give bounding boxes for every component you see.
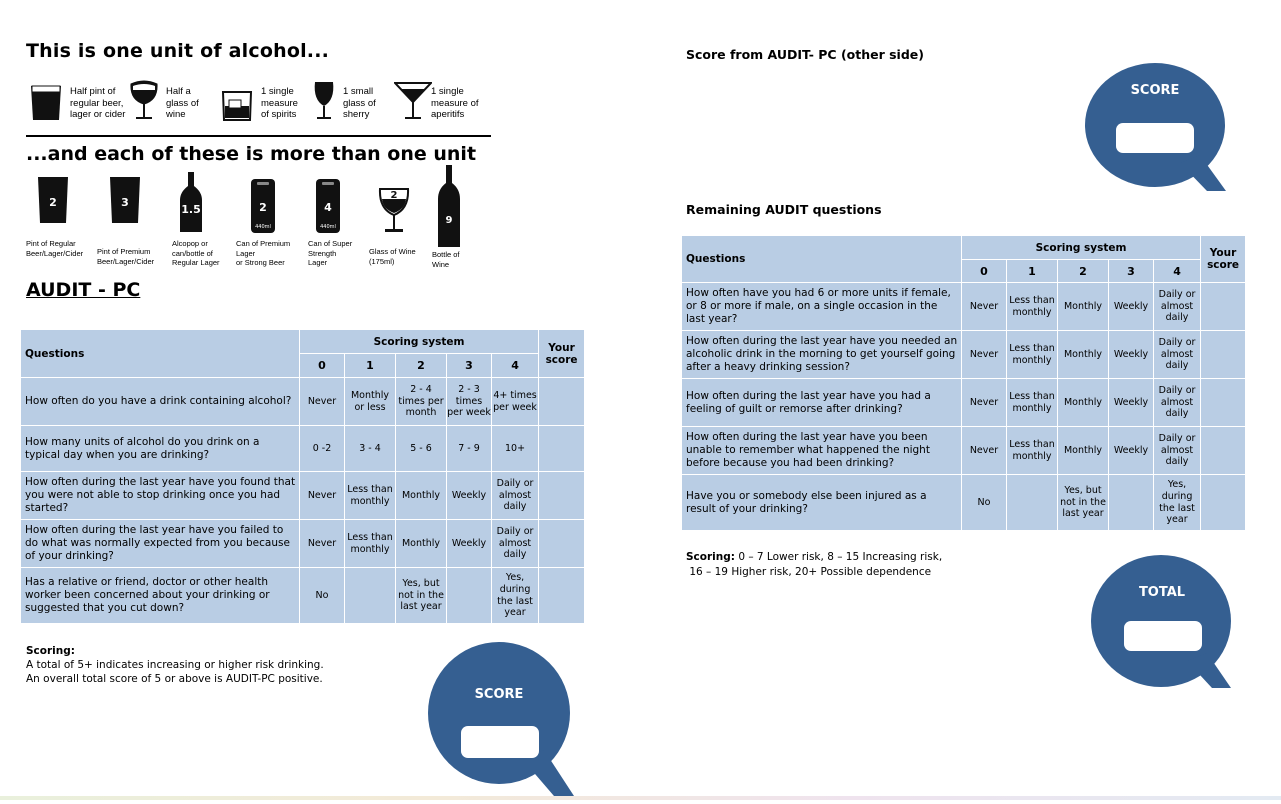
question-row — [21, 472, 585, 520]
pint-glass-icon — [36, 175, 70, 225]
cocktail-glass-icon — [394, 80, 432, 122]
questions-header: Questions — [682, 236, 962, 283]
unit-label: 1 small glass of sherry — [343, 86, 376, 120]
unit-label: 1 single measure of spirits — [261, 86, 298, 120]
question-text: How often during the last year have you found that you were not able to stop drinking once you had started? — [21, 472, 300, 520]
score-bubble — [428, 642, 578, 800]
page-footer-strip — [0, 796, 1281, 800]
score-col-4: 4 — [492, 354, 539, 378]
score-col-4: 4 — [1154, 260, 1201, 283]
answer-option-2[interactable]: Yes, but not in the last year — [396, 568, 447, 624]
svg-text:2: 2 — [259, 201, 267, 214]
question-text: How often have you had 6 or more units if female, or 8 or more if male, on a single occasion in the last year? — [682, 283, 962, 331]
unit-item-wine — [128, 80, 218, 124]
answer-option-0[interactable]: Never — [962, 331, 1007, 379]
single-unit-row — [28, 80, 508, 124]
your-score-cell[interactable] — [539, 568, 585, 624]
multi-item-premium-pint — [95, 175, 173, 270]
question-row — [21, 520, 585, 568]
unit-label: Half a glass of wine — [166, 86, 199, 120]
unit-label: 1 single measure of aperitifs — [431, 86, 479, 120]
scoring-line: 16 – 19 Higher risk, 20+ Possible dependence — [689, 566, 932, 578]
question-text: How often during the last year have you needed an alcoholic drink in the morning to get yourself going after a heavy drinking session? — [682, 331, 962, 379]
question-row — [682, 379, 1246, 427]
scoring-label: Scoring: — [686, 551, 735, 563]
pint-glass-icon — [28, 80, 64, 122]
your-score-cell[interactable] — [1201, 427, 1246, 475]
answer-option-0[interactable]: 0 -2 — [300, 426, 345, 472]
answer-option-2[interactable]: Monthly — [1058, 283, 1109, 331]
svg-text:440ml: 440ml — [320, 224, 336, 230]
spirits-glass-icon — [221, 80, 253, 122]
svg-text:1.5: 1.5 — [181, 203, 201, 216]
your-score-cell[interactable] — [1201, 379, 1246, 427]
total-box[interactable] — [1124, 621, 1202, 651]
answer-option-4[interactable]: Daily or almost daily — [1154, 331, 1201, 379]
total-bubble-label: TOTAL — [1138, 585, 1186, 600]
question-text: How often during the last year have you had a feeling of guilt or remorse after drinking? — [682, 379, 962, 427]
multi-item-label: Can of Super Strength Lager — [308, 239, 353, 267]
answer-option-1[interactable] — [345, 568, 396, 624]
svg-text:2: 2 — [390, 190, 398, 201]
total-bubble — [1091, 555, 1241, 690]
question-row — [682, 427, 1246, 475]
multi-item-label: Glass of Wine (175ml) — [369, 247, 416, 266]
question-text: How often during the last year have you failed to do what was normally expected from you because of your drinking? — [21, 520, 300, 568]
score-col-1: 1 — [345, 354, 396, 378]
beer-can-icon — [249, 179, 277, 233]
score-col-3: 3 — [1109, 260, 1154, 283]
answer-option-0[interactable]: No — [300, 568, 345, 624]
sherry-glass-icon — [311, 80, 337, 122]
answer-option-1[interactable]: Less than monthly — [1007, 379, 1058, 427]
answer-option-0[interactable]: Never — [300, 520, 345, 568]
your-score-cell[interactable] — [1201, 283, 1246, 331]
answer-option-3[interactable]: 7 - 9 — [447, 426, 492, 472]
unit-item-aperitif — [394, 80, 514, 124]
question-text: Have you or somebody else been injured as a result of your drinking? — [682, 475, 962, 531]
answer-option-4[interactable]: Daily or almost daily — [492, 472, 539, 520]
alcopop-bottle-icon — [178, 172, 204, 234]
answer-option-3[interactable]: Weekly — [1109, 331, 1154, 379]
your-score-cell[interactable] — [1201, 331, 1246, 379]
answer-option-0[interactable]: Never — [962, 427, 1007, 475]
answer-option-2[interactable]: 2 - 4 times per month — [396, 378, 447, 426]
multi-item-label: Pint of Regular Beer/Lager/Cider — [26, 239, 84, 258]
answer-option-2[interactable]: Yes, but not in the last year — [1058, 475, 1109, 531]
pint-glass-icon — [108, 175, 142, 225]
multi-item-premium-can — [234, 175, 312, 270]
answer-option-3[interactable]: Weekly — [1109, 427, 1154, 475]
score-box[interactable] — [461, 726, 539, 758]
answer-option-3[interactable]: Weekly — [1109, 379, 1154, 427]
score-box[interactable] — [1116, 123, 1194, 153]
unit-item-sherry — [311, 80, 401, 124]
multi-item-label: Pint of Premium Beer/Lager/Cider — [97, 247, 155, 266]
your-score-header: Your score — [539, 330, 585, 378]
multi-item-wine-bottle — [430, 175, 508, 270]
answer-option-4[interactable]: Yes, during the last year — [1154, 475, 1201, 531]
scoring-line: A total of 5+ indicates increasing or higher risk drinking. — [26, 658, 324, 671]
speech-bubble-icon — [428, 642, 578, 800]
your-score-cell[interactable] — [1201, 475, 1246, 531]
answer-option-4[interactable]: 10+ — [492, 426, 539, 472]
unit-item-beer — [28, 80, 138, 124]
wine-glass-icon — [377, 187, 411, 237]
score-from-label: Score from AUDIT- PC (other side) — [686, 47, 924, 62]
multi-unit-title: ...and each of these is more than one unit — [26, 143, 477, 165]
answer-option-3[interactable]: 2 - 3 times per week — [447, 378, 492, 426]
multi-item-regular-pint — [26, 175, 104, 270]
audit-pc-title: AUDIT - PC — [26, 279, 141, 301]
your-score-header: Your score — [1201, 236, 1246, 283]
unit-label: Half pint of regular beer, lager or cider — [70, 86, 126, 120]
score-bubble-label: SCORE — [474, 687, 524, 702]
audit-pc-scoring-note — [26, 645, 324, 686]
answer-option-1[interactable]: Less than monthly — [345, 472, 396, 520]
score-col-2: 2 — [1058, 260, 1109, 283]
answer-option-0[interactable]: Never — [962, 379, 1007, 427]
questions-header: Questions — [21, 330, 300, 378]
svg-text:3: 3 — [121, 196, 129, 209]
scoring-label: Scoring: — [26, 645, 75, 657]
answer-option-1[interactable]: Less than monthly — [1007, 331, 1058, 379]
answer-option-3[interactable]: Weekly — [447, 472, 492, 520]
remaining-title: Remaining AUDIT questions — [686, 202, 882, 217]
answer-option-2[interactable]: Monthly — [396, 472, 447, 520]
unit-item-spirits — [221, 80, 321, 124]
answer-option-3[interactable] — [447, 568, 492, 624]
score-col-0: 0 — [962, 260, 1007, 283]
question-row — [21, 568, 585, 624]
your-score-cell[interactable] — [539, 378, 585, 426]
answer-option-4[interactable]: Daily or almost daily — [1154, 427, 1201, 475]
scoring-system-header: Scoring system — [962, 236, 1201, 260]
divider — [26, 135, 491, 137]
answer-option-3[interactable]: Weekly — [1109, 283, 1154, 331]
multi-item-label: Can of Premium Lager or Strong Beer — [236, 239, 291, 267]
your-score-cell[interactable] — [539, 426, 585, 472]
wine-bottle-icon — [436, 165, 462, 247]
audit-scoring-note — [686, 550, 942, 580]
svg-text:4: 4 — [324, 201, 332, 214]
svg-text:2: 2 — [49, 196, 57, 209]
answer-option-3[interactable] — [1109, 475, 1154, 531]
question-text: How often do you have a drink containing alcohol? — [21, 378, 300, 426]
question-row — [682, 283, 1246, 331]
audit-pc-table — [20, 329, 585, 624]
answer-option-1[interactable]: Monthly or less — [345, 378, 396, 426]
audit-remaining-table — [681, 235, 1246, 531]
question-row — [21, 378, 585, 426]
answer-option-0[interactable]: Never — [962, 283, 1007, 331]
answer-option-4[interactable]: Daily or almost daily — [492, 520, 539, 568]
multi-item-label: Alcopop or can/bottle of Regular Lager — [172, 239, 220, 267]
question-text: Has a relative or friend, doctor or other health worker been concerned about your drinking or suggested that you cut down? — [21, 568, 300, 624]
answer-option-1[interactable] — [1007, 475, 1058, 531]
answer-option-2[interactable]: Monthly — [396, 520, 447, 568]
score-bubble — [1085, 63, 1235, 193]
svg-text:440ml: 440ml — [255, 224, 271, 230]
question-row — [682, 475, 1246, 531]
question-row — [21, 426, 585, 472]
scoring-line: 0 – 7 Lower risk, 8 – 15 Increasing risk, — [738, 551, 943, 563]
answer-option-1[interactable]: 3 - 4 — [345, 426, 396, 472]
question-text: How many units of alcohol do you drink on a typical day when you are drinking? — [21, 426, 300, 472]
answer-option-1[interactable]: Less than monthly — [1007, 283, 1058, 331]
answer-option-2[interactable]: 5 - 6 — [396, 426, 447, 472]
answer-option-0[interactable]: Never — [300, 472, 345, 520]
wine-glass-icon — [128, 80, 160, 122]
beer-can-icon — [314, 179, 342, 233]
score-bubble-label: SCORE — [1130, 83, 1180, 98]
question-row — [682, 331, 1246, 379]
answer-option-0[interactable]: Never — [300, 378, 345, 426]
answer-option-2[interactable]: Monthly — [1058, 379, 1109, 427]
answer-option-1[interactable]: Less than monthly — [345, 520, 396, 568]
answer-option-4[interactable]: Yes, during the last year — [492, 568, 539, 624]
score-col-2: 2 — [396, 354, 447, 378]
answer-option-2[interactable]: Monthly — [1058, 331, 1109, 379]
scoring-system-header: Scoring system — [300, 330, 539, 354]
multi-item-label: Bottle of Wine — [432, 250, 460, 269]
score-col-0: 0 — [300, 354, 345, 378]
scoring-line: An overall total score of 5 or above is AUDIT-PC positive. — [26, 672, 323, 685]
question-text: How often during the last year have you been unable to remember what happened the night before because you had been drinking? — [682, 427, 962, 475]
answer-option-2[interactable]: Monthly — [1058, 427, 1109, 475]
answer-option-4[interactable]: 4+ times per week — [492, 378, 539, 426]
answer-option-3[interactable]: Weekly — [447, 520, 492, 568]
score-col-1: 1 — [1007, 260, 1058, 283]
score-col-3: 3 — [447, 354, 492, 378]
your-score-cell[interactable] — [539, 472, 585, 520]
answer-option-0[interactable]: No — [962, 475, 1007, 531]
answer-option-1[interactable]: Less than monthly — [1007, 427, 1058, 475]
speech-bubble-icon — [1091, 555, 1241, 690]
units-title: This is one unit of alcohol... — [26, 40, 330, 62]
your-score-cell[interactable] — [539, 520, 585, 568]
svg-text:9: 9 — [445, 215, 453, 226]
answer-option-4[interactable]: Daily or almost daily — [1154, 379, 1201, 427]
answer-option-4[interactable]: Daily or almost daily — [1154, 283, 1201, 331]
